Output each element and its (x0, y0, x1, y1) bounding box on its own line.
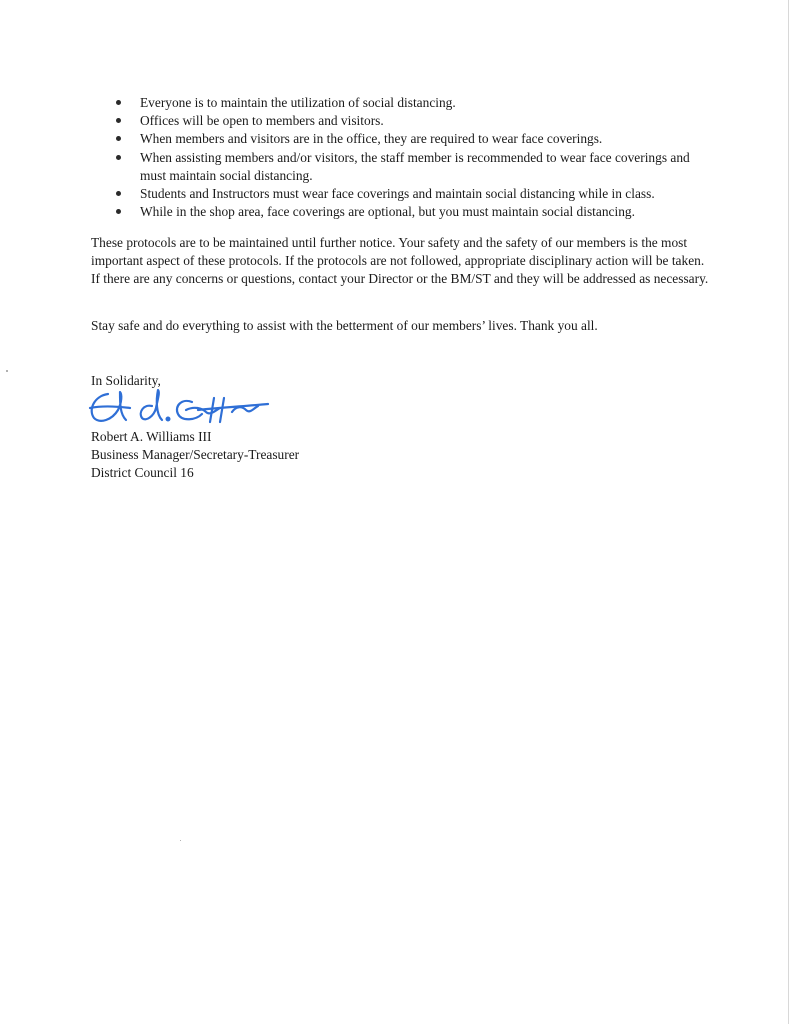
list-item-text: Everyone is to maintain the utilization of social distancing. (140, 95, 456, 110)
list-item (116, 149, 716, 185)
list-item-text: While in the shop area, face coverings are optional, but you must maintain social distancing. (140, 204, 635, 220)
scan-speck (180, 840, 181, 841)
protocols-paragraph: These protocols are to be maintained until further notice. Your safety and the safety of our members is the most important aspect of these protocols. If the protocols are not followed, appropriate disciplinary action will be taken. If there are any concerns or questions, contact your Director or the BM/ST and they will be addressed as necessary. (91, 235, 709, 287)
signer-name: Robert A. Williams III (91, 429, 212, 444)
list-item-text: Students and Instructors must wear face coverings and maintain social distancing while in class. (140, 186, 655, 202)
list-item-text: Offices will be open to members and visitors. (140, 113, 384, 129)
salutation: In Solidarity, (91, 373, 161, 388)
bullet-icon (116, 191, 121, 196)
bullet-icon (116, 118, 121, 123)
signature-block (91, 428, 299, 483)
bullet-icon (116, 100, 121, 105)
list-item (116, 203, 716, 221)
page-edge (788, 0, 789, 1024)
bullet-icon (116, 136, 121, 141)
list-item-text: When members and visitors are in the office, they are required to wear face coverings. (140, 131, 603, 147)
list-item (116, 185, 716, 203)
protocol-list (116, 94, 716, 221)
list-item-text: When assisting members and/or visitors, the staff member is recommended to wear face coverings and must maintain social distancing. (140, 149, 690, 183)
signer-title: Business Manager/Secretary-Treasurer (91, 447, 300, 463)
bullet-icon (116, 155, 121, 160)
bullet-icon (116, 209, 121, 214)
signer-organization: District Council 16 (91, 465, 194, 481)
scan-speck (6, 370, 8, 372)
list-item (116, 130, 716, 148)
list-item (116, 112, 716, 130)
closing-remark: Stay safe and do everything to assist with the betterment of our members’ lives. Thank you all. (91, 318, 598, 333)
signature-image (86, 384, 276, 430)
list-item (116, 94, 716, 112)
